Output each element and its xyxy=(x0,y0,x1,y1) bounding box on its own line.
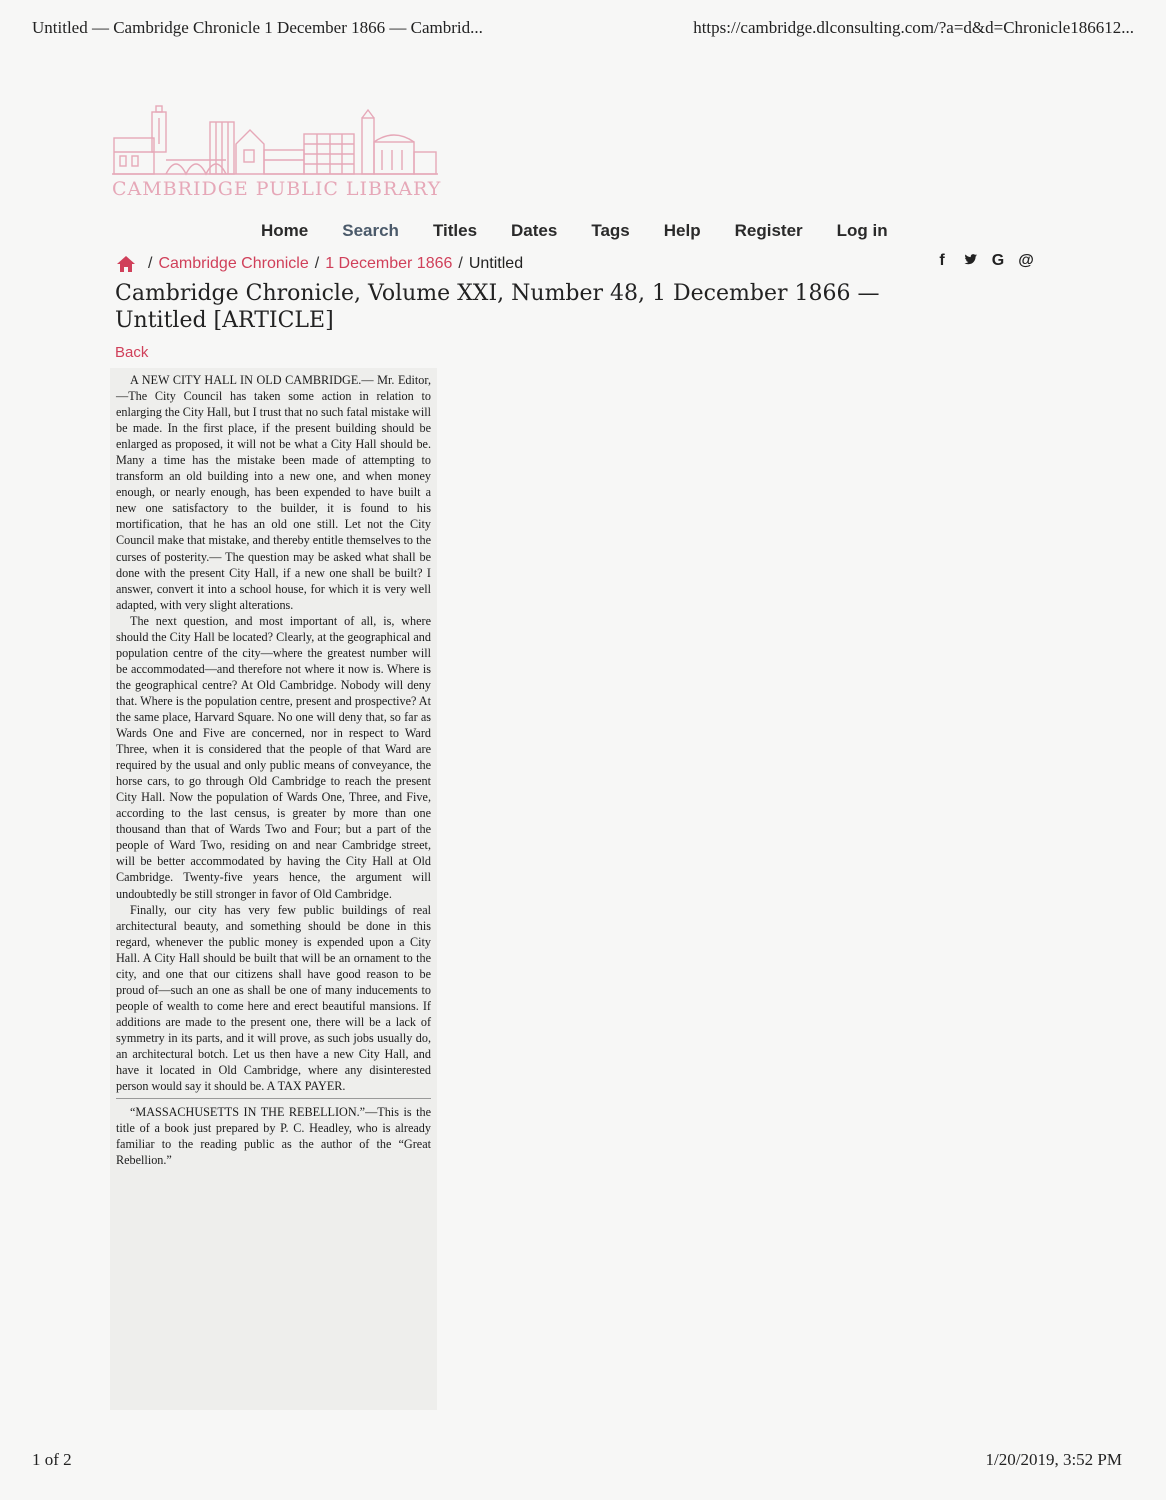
home-icon[interactable] xyxy=(116,254,136,274)
page-title: Cambridge Chronicle, Volume XXI, Number 48, 1 December 1866 — Untitled [ARTICLE] xyxy=(115,281,880,333)
breadcrumb-separator: / xyxy=(148,255,153,272)
print-footer xyxy=(32,1450,1122,1472)
nav-home[interactable]: Home xyxy=(261,221,309,240)
main-nav xyxy=(250,218,911,244)
article-paragraph: Finally, our city has very few public buildings of real architectural beauty, and something should be done in this regard, whenever the public money is expended upon a City Hall. A City Hall should be built that will be an ornament to the city, and one that our citizens shall have good reason to be proud of—such an one as shall be one of many inducements to people of wealth to come here and erect beautiful mansions. If additions are made to the present one, there will be a lack of symmetry in its parts, and it will prove, as such jobs usually do, an architectural botch. Let us then have a new City Hall, and have it located in Old Cambridge, where any disinterested person would say it should be. A TAX PAYER. xyxy=(116,902,431,1094)
print-header-url: https://cambridge.dlconsulting.com/?a=d&d=Chronicle186612... xyxy=(693,18,1134,37)
breadcrumb-date[interactable]: 1 December 1866 xyxy=(325,255,453,272)
article-divider xyxy=(116,1098,431,1099)
breadcrumb-publication[interactable]: Cambridge Chronicle xyxy=(158,255,309,272)
breadcrumb-separator: / xyxy=(458,255,463,272)
nav-titles[interactable]: Titles xyxy=(432,221,478,240)
breadcrumb-separator: / xyxy=(314,255,320,272)
breadcrumb-current: Untitled xyxy=(468,255,524,272)
print-page-number: 1 of 2 xyxy=(32,1450,72,1469)
facebook-icon[interactable]: f xyxy=(939,252,945,269)
print-header xyxy=(32,18,1134,42)
nav-login[interactable]: Log in xyxy=(836,221,888,240)
twitter-icon[interactable] xyxy=(962,252,978,272)
share-links xyxy=(934,252,1034,272)
nav-tags[interactable]: Tags xyxy=(591,221,630,240)
nav-search[interactable]: Search xyxy=(342,221,399,240)
library-logo-text: CAMBRIDGE PUBLIC LIBRARY xyxy=(112,178,442,200)
nav-dates[interactable]: Dates xyxy=(511,221,558,240)
article-paragraph: The next question, and most important of all, is, where should the City Hall be located? Clearly, at the geographical and population centre of the city—where the greatest number will be accommodated—and therefore not where it now is. Where is the geographical centre? At Old Cambridge. Nobody will deny that. Where is the population centre, present and prospective? At the same place, Harvard Square. No one will deny that, so far as Wards One and Five are concerned, nor in respect to Ward Three, when it is considered that the people of that Ward are required by the usual and only public means of conveyance, the horse cars, to go through Old Cambridge to reach the present City Hall. Now the population of Wards One, Three, and Five, according to the last census, is greater by more than one thousand than that of Wards Two and Four; but a part of the people of Ward Two, residing on and near Cambridge street, will be better accommodated by having the City Hall at Old Cambridge. Twenty-five years hence, the argument will undoubtedly be still stronger in favor of Old Cambridge. xyxy=(116,613,431,901)
article-clipping xyxy=(110,368,437,1410)
google-icon[interactable]: G xyxy=(991,252,1005,269)
back-link[interactable]: Back xyxy=(115,344,149,361)
nav-register[interactable]: Register xyxy=(734,221,803,240)
email-icon[interactable]: @ xyxy=(1018,252,1034,269)
nav-help[interactable]: Help xyxy=(663,221,701,240)
article-paragraph: “MASSACHUSETTS IN THE REBELLION.”—This is the title of a book just prepared by P. C. Headley, who is already familiar to the reading public as the author of the “Great Rebellion.” xyxy=(116,1105,431,1168)
article-paragraph: A NEW CITY HALL IN OLD CAMBRIDGE.— Mr. Editor,—The City Council has taken some action in relation to enlarging the City Hall, but I trust that no such fatal mistake will be made. In the first place, if the present building should be enlarged as proposed, it will not be what a City Hall should be. Many a time has the mistake been made of attempting to transform an old building into a new one, and when money enough, or nearly enough, has been expended to have built a new one satisfactory to the builder, it is found to his mortification, that he has an old one still. Let not the City Council make that mistake, and thereby entitle themselves to the curses of posterity.— The question may be asked what shall be done with the present City Hall, if a new one shall be built? I answer, convert it into a school house, for which it is very well adapted, with very slight alterations. xyxy=(116,373,431,612)
print-header-title: Untitled — Cambridge Chronicle 1 December 1866 — Cambrid... xyxy=(32,18,483,37)
print-datetime: 1/20/2019, 3:52 PM xyxy=(985,1450,1122,1469)
breadcrumb xyxy=(116,254,523,274)
